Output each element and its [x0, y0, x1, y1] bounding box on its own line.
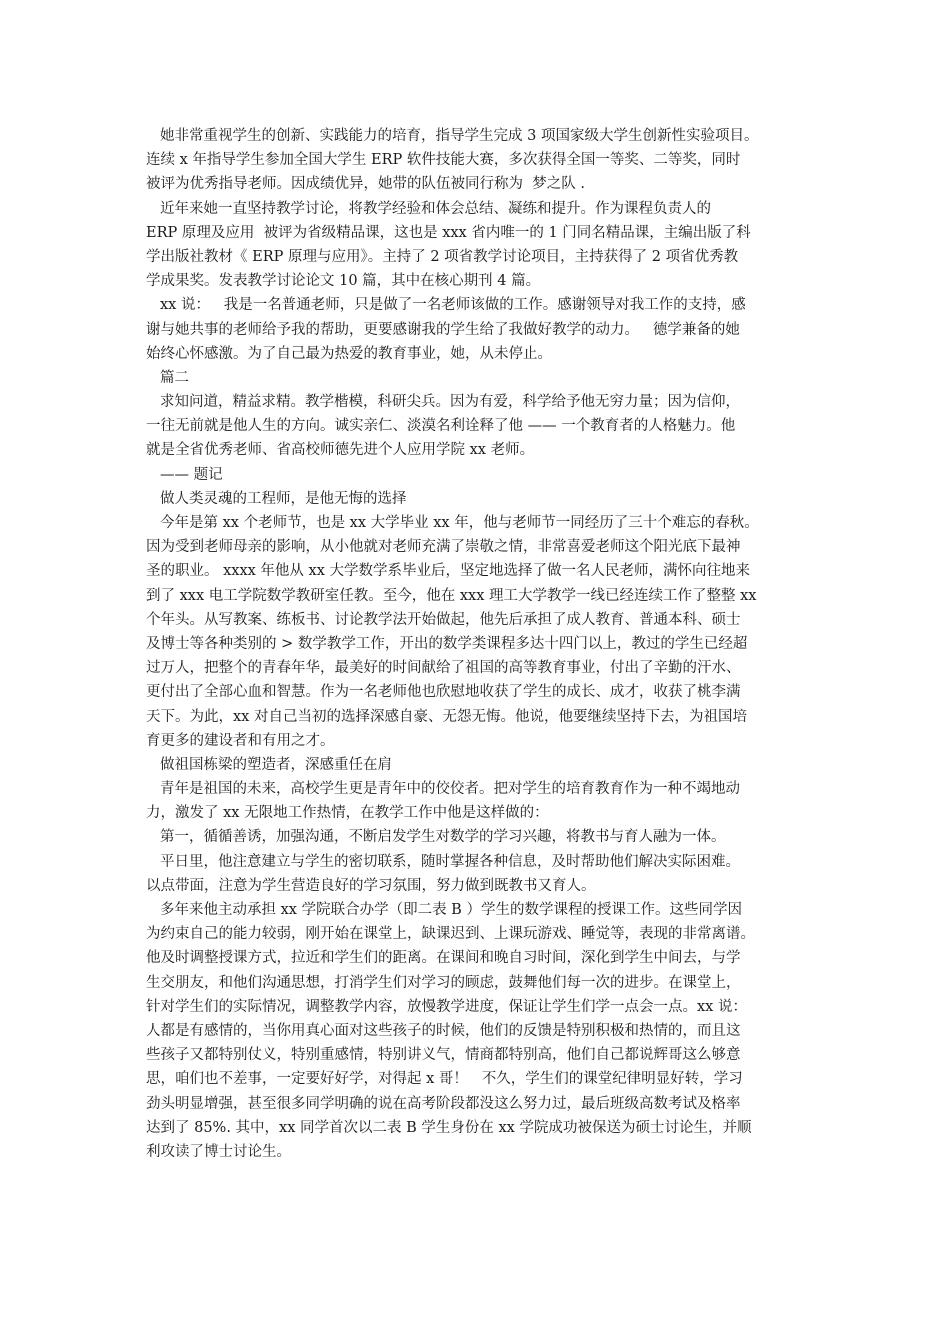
- text-line: 学出版社教材《 ERP 原理与应用》。主持了 2 项省教学讨论项目，主持获得了 2 项省优秀教: [146, 248, 739, 265]
- text-line: 就是全省优秀老师、省高校师德先进个人应用学院 xx 老师。: [146, 442, 535, 459]
- text-line: 利攻读了博士讨论生。: [146, 1143, 291, 1160]
- text-line: —— 题记: [160, 466, 223, 483]
- text-line: 篇二: [160, 369, 189, 386]
- text-line: 力，激发了 xx 无限地工作热情，在教学工作中他是这样做的：: [146, 805, 549, 822]
- text-line: 做祖国栋梁的塑造者，深感重任在肩: [160, 756, 392, 773]
- text-line: 她非常重视学生的创新、实践能力的培育，指导学生完成 3 项国家级大学生创新性实验项目。: [160, 128, 759, 144]
- text-line: 天下。为此，xx 对自己当初的选择深感自豪、无怨无悔。他说，他要继续坚持下去，为祖国培: [146, 708, 747, 725]
- text-line: 思，咱们也不差事，一定要好好学，对得起 x 哥！ 不久，学生们的课堂纪律明显好转，学习: [146, 1071, 743, 1088]
- text-line: 人都是有感情的，当你用真心面对这些孩子的时候，他们的反馈是特别积极和热情的，而且这: [146, 1022, 741, 1039]
- text-line: 第一，循循善诱，加强沟通，不断启发学生对数学的学习兴趣，将教书与育人融为一体。: [160, 829, 726, 846]
- text-line: 多年来他主动承担 xx 学院联合办学（即二表 B ）学生的数学课程的授课工作。这些同学因: [160, 902, 742, 918]
- text-line: 过万人，把整个的青春年华，最美好的时间献给了祖国的高等教育事业，付出了辛勤的汗水、: [146, 660, 741, 677]
- text-line: 青年是祖国的未来，高校学生更是青年中的佼佼者。把对学生的培育教育作为一种不竭地动: [160, 781, 740, 798]
- text-line: 些孩子又都特别仗义，特别重感情，特别讲义气，情商都特别高，他们自己都说辉哥这么够意: [146, 1047, 741, 1064]
- text-line: 更付出了全部心血和智慧。作为一名老师他也欣慰地收获了学生的成长、成才，收获了桃李满: [146, 684, 741, 701]
- text-line: 到了 xxx 电工学院数学教研室任教。至今，他在 xxx 理工大学教学一线已经连续工作了整整 xx: [146, 587, 757, 604]
- text-line: 一往无前就是他人生的方向。诚实亲仁、淡漠名利诠释了他 —— 一个教育者的人格魅力。他: [146, 418, 736, 435]
- text-line: 及博士等各种类别的 > 数学教学工作，开出的数学类课程多达十四门以上，教过的学生已经超: [146, 635, 748, 652]
- text-line: 他及时调整授课方式，拉近和学生们的距离。在课间和晚自习时间，深化到学生中间去，与学: [146, 950, 741, 967]
- text-line: 个年头。从写教案、练板书、讨论教学法开始做起，他先后承担了成人教育、普通本科、硕士: [146, 611, 741, 628]
- text-line: 求知问道，精益求精。教学楷模，科研尖兵。因为有爱，科学给予他无穷力量；因为信仰，: [160, 394, 740, 411]
- text-line: 因为受到老师母亲的影响，从小他就对老师充满了崇敬之情，非常喜爱老师这个阳光底下最神: [146, 539, 741, 556]
- text-line: 以点带面，注意为学生营造良好的学习氛围，努力做到既教书又育人。: [146, 877, 596, 894]
- text-line: ERP 原理及应用 被评为省级精品课，这也是 xxx 省内唯一的 1 门同名精品课，主编出版了科: [146, 224, 751, 241]
- text-line: 连续 x 年指导学生参加全国大学生 ERP 软件技能大赛，多次获得全国一等奖、二等奖，同时: [146, 152, 741, 169]
- text-line: 圣的职业。 xxxx 年他从 xx 大学数学系毕业后，坚定地选择了做一名人民老师，满怀向往地来: [146, 563, 750, 580]
- text-line: 育更多的建设者和有用之才。: [146, 732, 335, 749]
- text-line: xx 说： 我是一名普通老师，只是做了一名老师该做的工作。感谢领导对我工作的支持，感: [160, 297, 746, 314]
- text-line: 今年是第 xx 个老师节，也是 xx 大学毕业 xx 年，他与老师节一同经历了三十个难忘的春秋。: [160, 515, 759, 531]
- text-line: 做人类灵魂的工程师，是他无悔的选择: [160, 490, 407, 507]
- text-line: 平日里，他注意建立与学生的密切联系，随时掌握各种信息，及时帮助他们解决实际困难。: [160, 853, 740, 870]
- text-line: 劲头明显增强，甚至很多同学明确的说在高考阶段都没这么努力过，最后班级高数考试及格率: [146, 1095, 741, 1112]
- text-line: 谢与她共事的老师给予我的帮助，更要感谢我的学生给了我做好教学的动力。 德学兼备的她: [146, 321, 740, 338]
- document-body: [146, 124, 816, 1164]
- text-line: 为约束自己的能力较弱，刚开始在课堂上，缺课迟到、上课玩游戏、睡觉等，表现的非常离谱。: [146, 926, 755, 943]
- text-line: 达到了 85%. 其中，xx 同学首次以二表 B 学生身份在 xx 学院成功被保送为硕士讨论生，并顺: [146, 1119, 752, 1136]
- text-line: 生交朋友，和他们沟通思想，打消学生们对学习的顾虑，鼓舞他们每一次的进步。在课堂上，: [146, 974, 741, 991]
- text-line: 始终心怀感激。为了自己最为热爱的教育事业，她，从未停止。: [146, 345, 552, 362]
- text-line: 被评为优秀指导老师。因成绩优异，她带的队伍被同行称为 梦之队 .: [146, 176, 585, 193]
- text-line: 学成果奖。发表教学讨论论文 10 篇，其中在核心期刊 4 篇。: [146, 273, 541, 290]
- text-line: 近年来她一直坚持教学讨论，将教学经验和体会总结、凝练和提升。作为课程负责人的: [160, 200, 711, 217]
- text-line: 针对学生们的实际情况，调整教学内容，放慢教学进度，保证让学生们学一点会一点。xx 说：: [146, 998, 747, 1015]
